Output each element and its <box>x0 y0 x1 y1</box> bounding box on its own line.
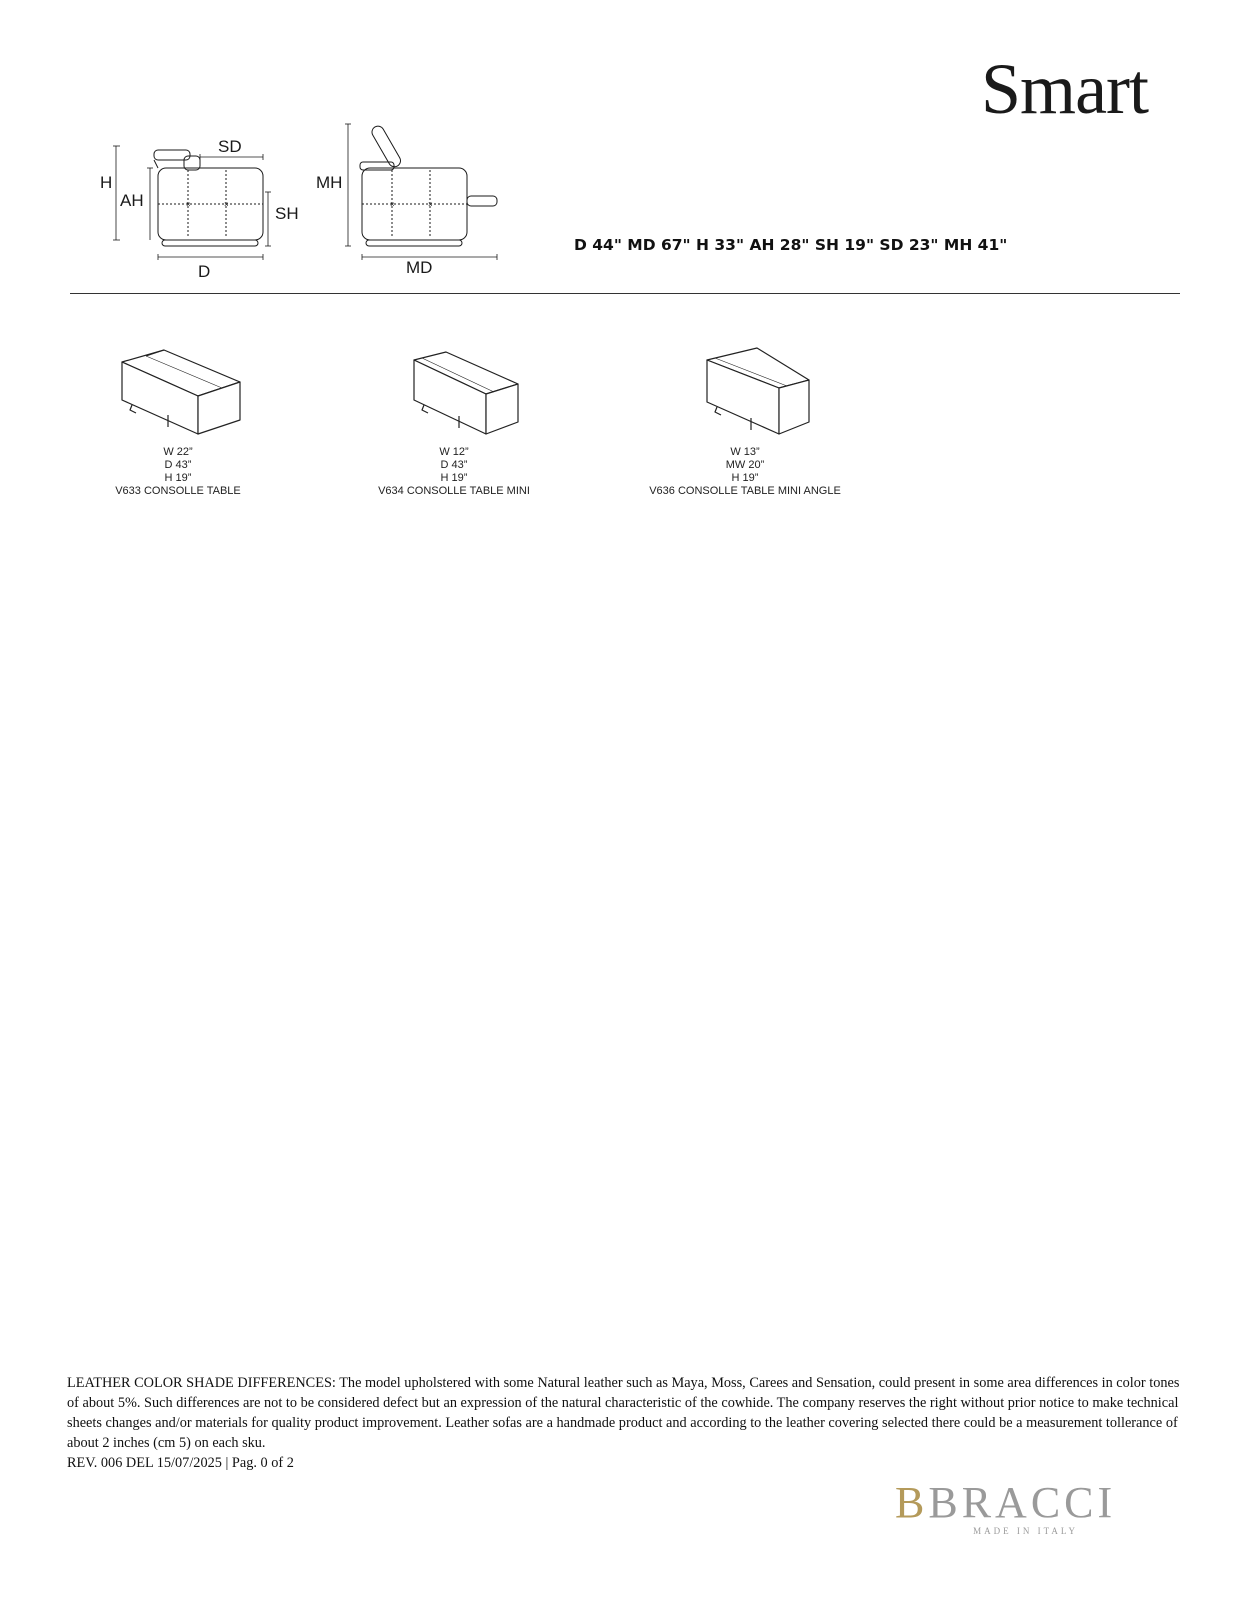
consolle-table-drawing <box>108 340 248 440</box>
label-d: D <box>198 262 211 281</box>
item-height: H 19” <box>164 472 192 484</box>
consolle-table-mini-drawing <box>384 340 524 440</box>
svg-text:×: × <box>390 200 395 209</box>
logo-initial: B <box>895 1478 929 1527</box>
product-item-v633 <box>108 340 248 498</box>
item-name: V636 CONSOLLE TABLE MINI ANGLE <box>649 485 841 497</box>
brand-logo <box>895 1480 1116 1536</box>
product-title: Smart <box>981 49 1148 129</box>
item-width: W 22” <box>163 446 193 458</box>
item-height: H 19” <box>440 472 468 484</box>
disclaimer-text: LEATHER COLOR SHADE DIFFERENCES: The model upholstered with some Natural leather such as Maya, Moss, Carees and Sensation, could present in some area differences in color tones of about 5%. Such differences are not to be considered defect but an expression of the natural characteristic of the cowhide. The company reserves the right without prior notice to make technical sheets changes and/or materials for quality product improvement. Leather sofas are a handmade product and according to the leather covering selected there could be a measurement tollerance of about 2 inches (cm 5) on each sku. <box>67 1375 1180 1451</box>
label-sd: SD <box>218 137 242 156</box>
product-item-v636 <box>640 340 850 498</box>
product-item-v634 <box>374 340 534 498</box>
svg-text:×: × <box>186 200 191 209</box>
logo-word: BRACCI <box>928 1478 1117 1527</box>
label-md: MD <box>406 258 433 277</box>
item-depth: D 43” <box>440 459 468 471</box>
logo-tagline: MADE IN ITALY <box>973 1526 1079 1536</box>
label-ah: AH <box>120 191 144 210</box>
recliner-footrest <box>467 196 497 206</box>
label-h: H <box>100 173 113 192</box>
sofa-base <box>162 240 258 246</box>
dimension-diagram <box>80 110 520 290</box>
item-height: H 19” <box>731 472 759 484</box>
revision-info: REV. 006 DEL 15/07/2025 | Pag. 0 of 2 <box>67 1455 294 1471</box>
dimensions-summary: D 44" MD 67" H 33" AH 28" SH 19" SD 23" MH 41" <box>574 236 1008 254</box>
item-depth: MW 20” <box>725 459 765 471</box>
svg-text:×: × <box>428 200 433 209</box>
label-sh: SH <box>275 204 299 223</box>
item-name: V633 CONSOLLE TABLE <box>115 485 241 497</box>
consolle-table-mini-angle-drawing <box>675 340 815 440</box>
disclaimer <box>67 1373 1182 1473</box>
item-depth: D 43” <box>164 459 192 471</box>
item-width: W 12” <box>439 446 469 458</box>
item-name: V634 CONSOLLE TABLE MINI <box>378 485 530 497</box>
item-width: W 13” <box>730 446 760 458</box>
divider <box>70 293 1180 294</box>
svg-text:×: × <box>224 200 229 209</box>
label-mh: MH <box>316 173 343 192</box>
